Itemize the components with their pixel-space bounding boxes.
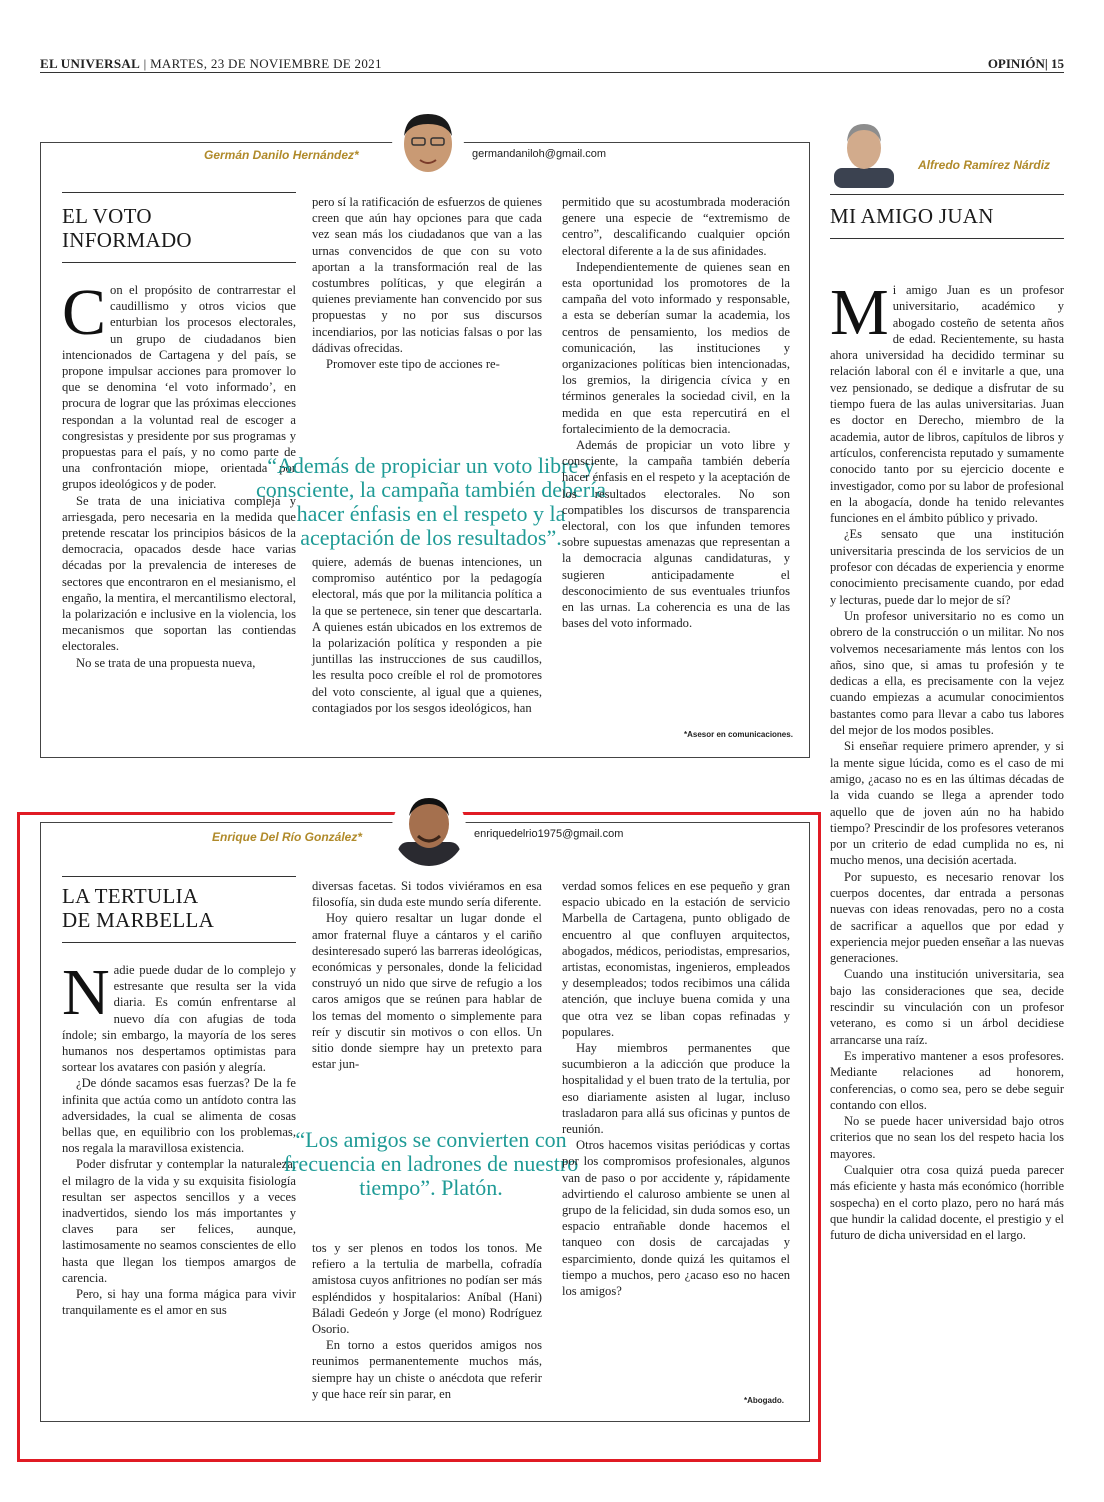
headline-rule-bottom <box>830 238 1064 239</box>
header-rule <box>40 72 1064 73</box>
column-1: Con el propósito de contrarrestar el caudillismo y otros vicios que enturbian los procesos electorales, un grupo de ciudadanos bien intencionados de Cartagena y del país, se propone impulsar acciones para promover lo que se denomina ‘el voto informado’, en procura de lograr que las próximas elecciones respondan a la voluntad real de escoger a congresistas y presidente por sus programas y propuestas para el país, y no como parte de una confrontación miope, orientada por grupos ideológicos y de poder. Se trata de una iniciativa compleja y arriesgada, pero necesaria en la medida que pretende rescatar los principios básicos de la democracia, opacados desde hace varias décadas por la prevalencia de intereses de sectores que encontraron en el mesianismo, el engaño, la mentira, el mercantilismo electoral, la polarización e inclusive en la violencia, los mecanismos que soportan las contiendas electorales. No se trata de una propuesta nueva, <box>62 276 296 670</box>
author-name: Alfredo Ramírez Nárdiz <box>918 158 1051 172</box>
author-name: Enrique Del Río González* <box>212 830 363 844</box>
drop-cap: M <box>830 276 889 349</box>
column-2-top: pero sí la ratificación de esfuerzos de quienes creen que aún hay opciones para que cada vez sean más los ciudadanos que van a las urnas convencidos de que con su voto aportan a la transformación real de las costumbres políticas, y que elegirán a quienes previamente han convencido por sus propuestas y no por sus discursos incendiarios, por las noticias falsas o por las dádivas ofrecidas. Promover este tipo de acciones re- <box>312 195 542 372</box>
column-1: Nadie puede dudar de lo complejo y estresante que resulta ser la vida diaria. Es común enfrentarse al nuevo día con afugias de toda índole; sin embargo, la mayoría de los seres humanos nos despertamos optimistas para sortear los avatares con pasión y alegría. ¿De dónde sacamos esas fuerzas? De la fe infinita que actúa como un antídoto contra las adversidades, la cual se alimenta de cosas bellas que, en equilibrio con los problemas, nos regala la maravillosa existencia. Poder disfrutar y contemplar la naturaleza, el milagro de la vida y su exquisita fisiología resultan ser aspectos sencillos y a veces inadvertidos, siendo los más importantes y claves para ser felices, aunque, lastimosamente no seamos conscientes de ello hasta que llegan los tiempos amargos de carencia. Pero, si hay una forma mágica para vivir tranquilamente es el amor en sus <box>62 956 296 1318</box>
footnote: *Asesor en comunicaciones. <box>684 730 793 739</box>
author-portrait-icon <box>830 116 898 188</box>
author-photo <box>392 790 466 866</box>
pull-quote: “Los amigos se convierten con frecuencia en ladrones de nuestro tiempo”. Platón. <box>283 1127 579 1200</box>
drop-cap: N <box>62 956 110 1029</box>
author-portrait-icon <box>392 790 466 866</box>
headline: EL VOTO INFORMADO <box>62 204 192 252</box>
pull-quote: “Además de propiciar un voto libre y consciente, la campaña también debería hacer énfasis en el respeto y la aceptación de los resultados”. <box>256 453 606 550</box>
headline-rule <box>62 876 296 877</box>
author-name: Germán Danilo Hernández* <box>204 148 359 162</box>
footnote: *Abogado. <box>744 1396 784 1405</box>
section-name: OPINIÓN <box>987 56 1045 71</box>
author-email: germandaniloh@gmail.com <box>472 148 607 160</box>
author-photo <box>392 108 464 184</box>
headline-rule-bottom <box>62 262 296 263</box>
page-header-right: OPINIÓN| 15 <box>987 56 1064 71</box>
page-header-left: EL UNIVERSAL | MARTES, 23 DE NOVIEMBRE DE 2021 <box>40 56 382 71</box>
author-photo <box>830 116 898 188</box>
column-2-bottom: tos y ser plenos en todos los tonos. Me refiero a la tertulia de marbella, cofradía amistosa cuyos anfitriones no podían ser más espléndidos y hospitalarios: Aníbal (Hani) Báladi Gedeón y Jorge (el mono) Rodríguez Osorio. En torno a estos queridos amigos nos reunimos permanentemente muchos más, siempre hay un chiste o anécdota que referir y que hace reír sin parar, en <box>312 1241 542 1401</box>
column-2-bottom: quiere, además de buenas intenciones, un compromiso auténtico por la pedagogía electoral, más que por la militancia política a la que se pertenece, sin tener que descartarla. A quienes están ubicados en los extremos de la polarización política y responden a pie juntillas las instrucciones de sus caudillos, les resulta poco creíble el rol de promotores del voto consciente, al igual que a quienes, contagiados por los sesgos ideológicos, han <box>312 555 542 715</box>
newspaper-name: EL UNIVERSAL <box>40 56 141 71</box>
headline: MI AMIGO JUAN <box>830 204 994 228</box>
author-email: enriquedelrio1975@gmail.com <box>474 828 624 840</box>
column-3: verdad somos felices en ese pequeño y gran espacio ubicado en la estación de servicio Marbella de Cartagena, punto obligado de encuentro al que confluyen arquitectos, abogados, médicos, periodistas, empresarios, artistas, economistas, ingenieros, empleados y desempleados; todos recibimos una cálida atención, que incluye buena comida y una que otra vez se liban copas refinadas y populares. Hay miembros permanentes que sucumbieron a la adicción que produce la hospitalidad y el buen trato de la tertulia, por eso diariamente asisten al lugar, incluso trasladaron para allá sus oficinas y puntos de reunión. Otros hacemos visitas periódicas y cortas por los compromisos profesionales, algunos van de paso o por accidente y, rápidamente advirtiendo el caluroso ambiente se unen al grupo de la felicidad, sin duda somos eso, un espacio entrañable donde hacemos el tanqueo con dosis de carcajadas y esparcimiento, donde quizá les quitamos el tiempo a muchos, pero ¿acaso eso no hacen los amigos? <box>562 879 790 1299</box>
headline: LA TERTULIA DE MARBELLA <box>62 884 215 932</box>
author-portrait-icon <box>392 108 464 184</box>
column-3: permitido que su acostumbrada moderación genere una especie de “extremismo de centro”, descalificando cualquier opción electoral diferente a la de sus afinidades. Independientemente de quienes sean en esta oportunidad los promotores de la campaña del voto informado y responsable, a esta se deberían sumar la academia, los centros de pensamiento, los medios de comunicación, las instituciones y organizaciones políticas bien intencionadas, los gremios, la dirigencia cívica y en términos generales la sociedad civil, en la medida en que esta repercutirá en el fortalecimiento de la democracia. Además de propiciar un voto libre y consciente, la campaña también debería hacer énfasis en el respeto y la aceptación de los resultados electorales. No son compatibles los discursos de transparencia electoral, con los que infunden temores sobre supuestas amenazas que representan a la democracia algunas candidaturas, y sugieren anticipadamente el desconocimiento de sus eventuales triunfos en las urnas. La coherencia es una de las bases del voto informado. <box>562 195 790 631</box>
headline-rule <box>62 192 296 193</box>
column-2-top: diversas facetas. Si todos viviéramos en esa filosofía, sin duda este mundo sería diferente. Hoy quiero resaltar un lugar donde el amor fraternal fluye a cántaros y el cariño desinteresado superó las barreras ideológicas, económicas y personales, donde la felicidad construyó un nido que sirve de refugio a los caros amigos que se reúnen para hablar de los temas del momento o simplemente para reír y discutir sin motivos o con ellos. Un sitio donde siempre hay un pretexto para estar jun- <box>312 879 542 1072</box>
column-right: Mi amigo Juan es un profesor universitario, académico y abogado costeño de setenta años de edad. Recientemente, su hasta ahora universidad ha decidido terminar su relación laboral con él e invitarle a que, una vez pensionado, se dedique a disfrutar de su tiempo fuera de las aulas universitarias. Juan es doctor en Derecho, miembro de la academia, autor de libros, capítulos de libros y artículos, conferencista reputado y sumamente conocido tanto por su ejercicio docente e investigador, como por su labor de profesional en la abogacía, donde ha tenido relevantes funciones en el ámbito público y privado. ¿Es sensato que una institución universitaria prescinda de los servicios de un profesor con décadas de experiencia y enorme conocimiento precisamente cuando, por edad y lecturas, puede dar lo mejor de sí? Un profesor universitario no es como un obrero de la construcción o un militar. No nos volvemos necesariamente más lentos con los años, sino que, si amas tu profesión y te dedicas a ella, es precisamente con la vejez cuando empiezas a acumular conocimientos bastantes como para llevar a cabo tus labores del mejor de los modos posibles. Si enseñar requiere primero aprender, y si la mente sigue lúcida, como es el caso de mi amigo, ¿acaso no es en las últimas décadas de la vida cuando se llega a aprender todo aquello que de joven aún no ha habido tiempo? Prescindir de los profesores veteranos por un criterio de edad cumplida no es, ni mucho menos, una decisión acertada. Por supuesto, es necesario renovar los cuerpos docentes, dar entrada a personas nuevas con ideas renovadas, pero no a costa de sacrificar a aquellos que por edad y experiencia mejor pueden enseñar a las nuevas generaciones. Cuando una institución universitaria, sea bajo las consideraciones que sea, decide rescindir su vinculación con un profesor veterano, es como si un árbol decidiese arrancarse una raíz. Es imperativo mantener a esos profesores. Mediante relaciones ad honorem, conferencias, o como sea, pero se debe seguir contando con ellos. No se puede hacer universidad bajo otros criterios que no sean los del respeto hacia los mayores. Cualquier otra cosa quizá pueda parecer más eficiente y hasta más económico (horrible sospecha) en el corto plazo, pero no hará más que hundir la calidad docente, el prestigio y el futuro de dicha universidad en el largo. <box>830 276 1064 1243</box>
issue-date: MARTES, 23 DE NOVIEMBRE DE 2021 <box>150 56 382 71</box>
drop-cap: C <box>62 276 107 349</box>
page-number: 15 <box>1051 56 1064 71</box>
headline-rule <box>830 194 1064 195</box>
headline-rule-bottom <box>62 942 296 943</box>
